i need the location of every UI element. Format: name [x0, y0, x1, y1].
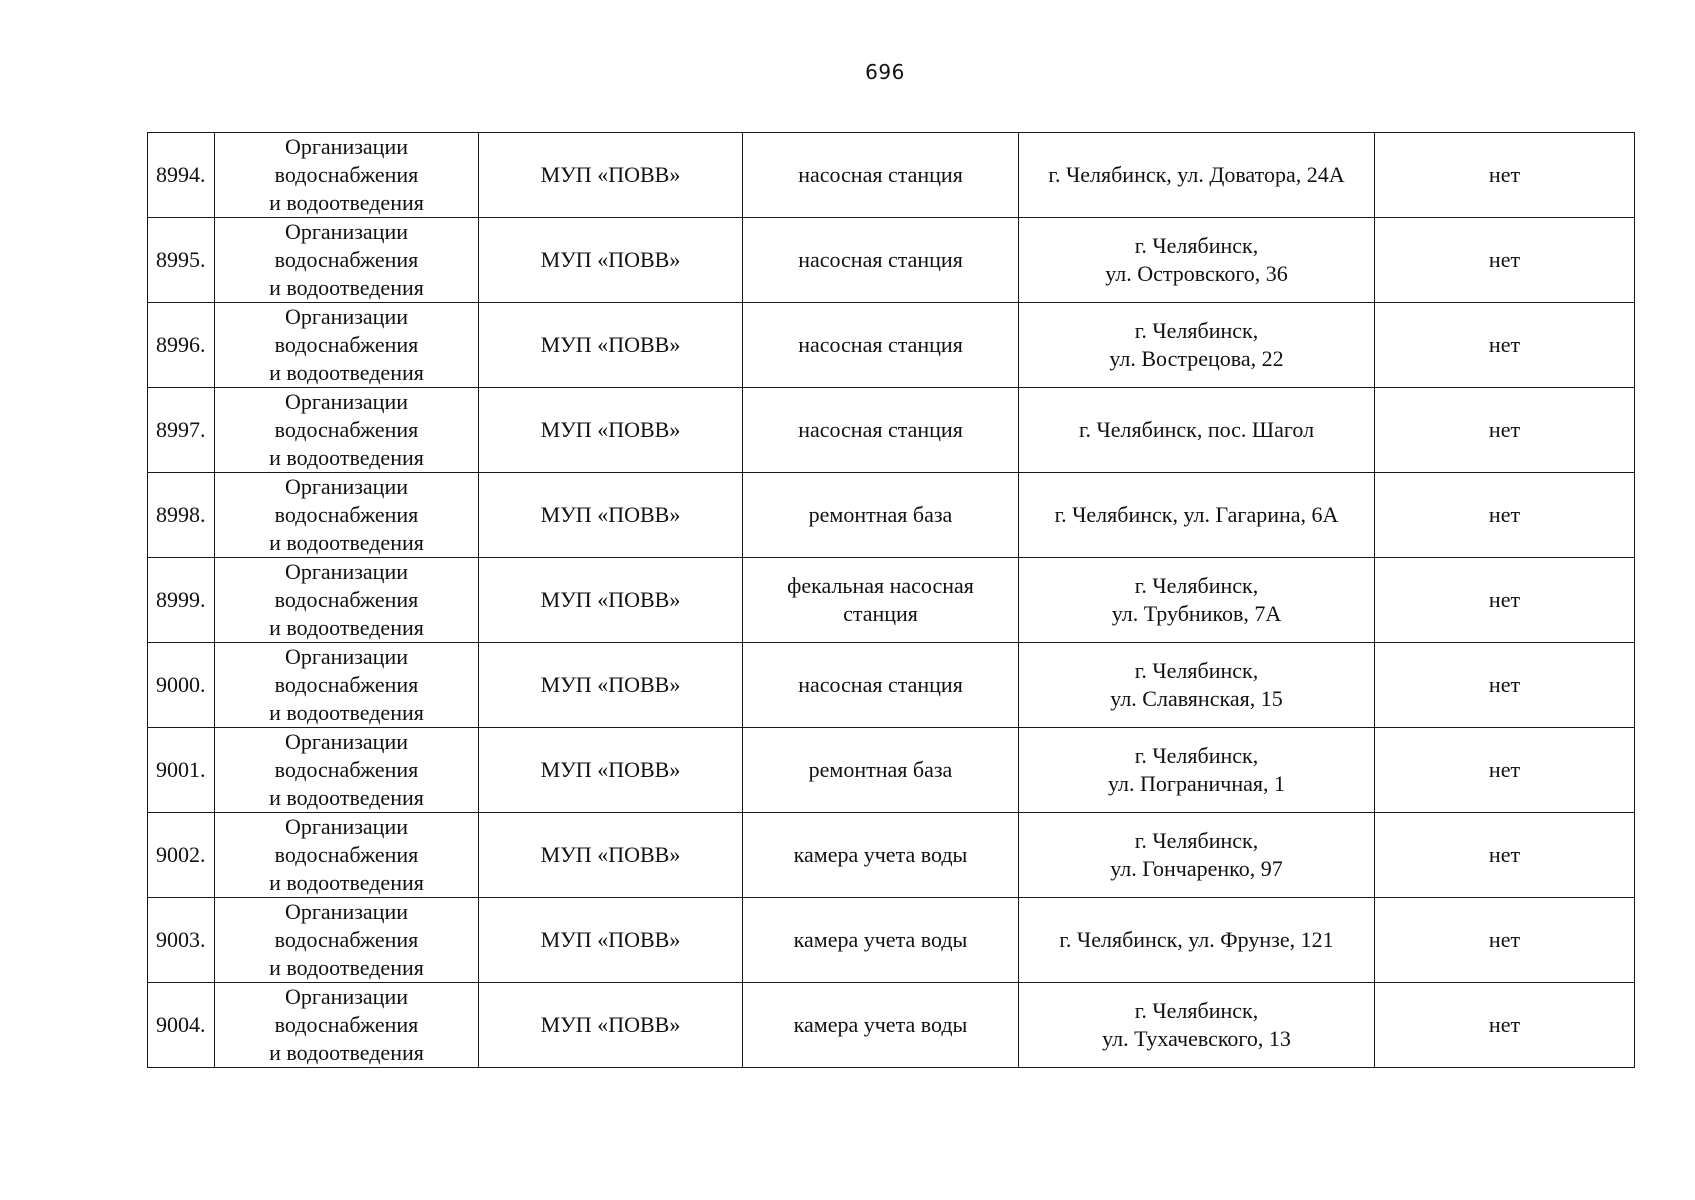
row-number-cell: 8999. — [148, 558, 215, 643]
object-type-cell: насосная станция — [743, 388, 1019, 473]
value-cell: нет — [1375, 473, 1635, 558]
row-number-cell: 8996. — [148, 303, 215, 388]
table-row — [148, 133, 1635, 218]
row-number-cell: 9000. — [148, 643, 215, 728]
object-type-cell: камера учета воды — [743, 813, 1019, 898]
row-number-cell: 8997. — [148, 388, 215, 473]
row-number-cell: 9003. — [148, 898, 215, 983]
organization-cell: МУП «ПОВВ» — [479, 303, 743, 388]
object-type-cell: насосная станция — [743, 218, 1019, 303]
value-cell: нет — [1375, 303, 1635, 388]
value-cell: нет — [1375, 813, 1635, 898]
category-cell: Организации водоснабжения и водоотведения — [215, 133, 479, 218]
organization-cell: МУП «ПОВВ» — [479, 898, 743, 983]
table-row — [148, 388, 1635, 473]
registry-table-body — [148, 133, 1635, 1068]
address-cell: г. Челябинск, ул. Тухачевского, 13 — [1019, 983, 1375, 1068]
value-cell: нет — [1375, 388, 1635, 473]
object-type-cell: насосная станция — [743, 303, 1019, 388]
object-type-cell: насосная станция — [743, 133, 1019, 218]
row-number-cell: 8995. — [148, 218, 215, 303]
object-type-cell: ремонтная база — [743, 473, 1019, 558]
object-type-cell: камера учета воды — [743, 898, 1019, 983]
category-cell: Организации водоснабжения и водоотведения — [215, 558, 479, 643]
organization-cell: МУП «ПОВВ» — [479, 643, 743, 728]
table-row — [148, 558, 1635, 643]
category-cell: Организации водоснабжения и водоотведения — [215, 218, 479, 303]
address-cell: г. Челябинск, ул. Фрунзе, 121 — [1019, 898, 1375, 983]
category-cell: Организации водоснабжения и водоотведения — [215, 643, 479, 728]
category-cell: Организации водоснабжения и водоотведения — [215, 388, 479, 473]
address-cell: г. Челябинск, ул. Вострецова, 22 — [1019, 303, 1375, 388]
value-cell: нет — [1375, 558, 1635, 643]
address-cell: г. Челябинск, ул. Славянская, 15 — [1019, 643, 1375, 728]
category-cell: Организации водоснабжения и водоотведения — [215, 898, 479, 983]
address-cell: г. Челябинск, пос. Шагол — [1019, 388, 1375, 473]
object-type-cell: ремонтная база — [743, 728, 1019, 813]
category-cell: Организации водоснабжения и водоотведения — [215, 728, 479, 813]
table-row — [148, 218, 1635, 303]
organization-cell: МУП «ПОВВ» — [479, 133, 743, 218]
object-type-cell: фекальная насосная станция — [743, 558, 1019, 643]
value-cell: нет — [1375, 218, 1635, 303]
registry-table — [147, 132, 1635, 1068]
row-number-cell: 9004. — [148, 983, 215, 1068]
organization-cell: МУП «ПОВВ» — [479, 558, 743, 643]
value-cell: нет — [1375, 898, 1635, 983]
row-number-cell: 9002. — [148, 813, 215, 898]
value-cell: нет — [1375, 983, 1635, 1068]
address-cell: г. Челябинск, ул. Доватора, 24А — [1019, 133, 1375, 218]
table-row — [148, 728, 1635, 813]
address-cell: г. Челябинск, ул. Пограничная, 1 — [1019, 728, 1375, 813]
value-cell: нет — [1375, 728, 1635, 813]
organization-cell: МУП «ПОВВ» — [479, 218, 743, 303]
category-cell: Организации водоснабжения и водоотведения — [215, 813, 479, 898]
category-cell: Организации водоснабжения и водоотведения — [215, 473, 479, 558]
value-cell: нет — [1375, 643, 1635, 728]
organization-cell: МУП «ПОВВ» — [479, 473, 743, 558]
address-cell: г. Челябинск, ул. Островского, 36 — [1019, 218, 1375, 303]
category-cell: Организации водоснабжения и водоотведения — [215, 303, 479, 388]
organization-cell: МУП «ПОВВ» — [479, 728, 743, 813]
table-row — [148, 898, 1635, 983]
organization-cell: МУП «ПОВВ» — [479, 983, 743, 1068]
table-row — [148, 813, 1635, 898]
object-type-cell: камера учета воды — [743, 983, 1019, 1068]
table-row — [148, 303, 1635, 388]
address-cell: г. Челябинск, ул. Трубников, 7А — [1019, 558, 1375, 643]
table-row — [148, 643, 1635, 728]
category-cell: Организации водоснабжения и водоотведения — [215, 983, 479, 1068]
row-number-cell: 9001. — [148, 728, 215, 813]
address-cell: г. Челябинск, ул. Гагарина, 6А — [1019, 473, 1375, 558]
row-number-cell: 8998. — [148, 473, 215, 558]
table-row — [148, 473, 1635, 558]
row-number-cell: 8994. — [148, 133, 215, 218]
address-cell: г. Челябинск, ул. Гончаренко, 97 — [1019, 813, 1375, 898]
organization-cell: МУП «ПОВВ» — [479, 813, 743, 898]
value-cell: нет — [1375, 133, 1635, 218]
organization-cell: МУП «ПОВВ» — [479, 388, 743, 473]
object-type-cell: насосная станция — [743, 643, 1019, 728]
page-number: 696 — [865, 60, 905, 84]
table-row — [148, 983, 1635, 1068]
